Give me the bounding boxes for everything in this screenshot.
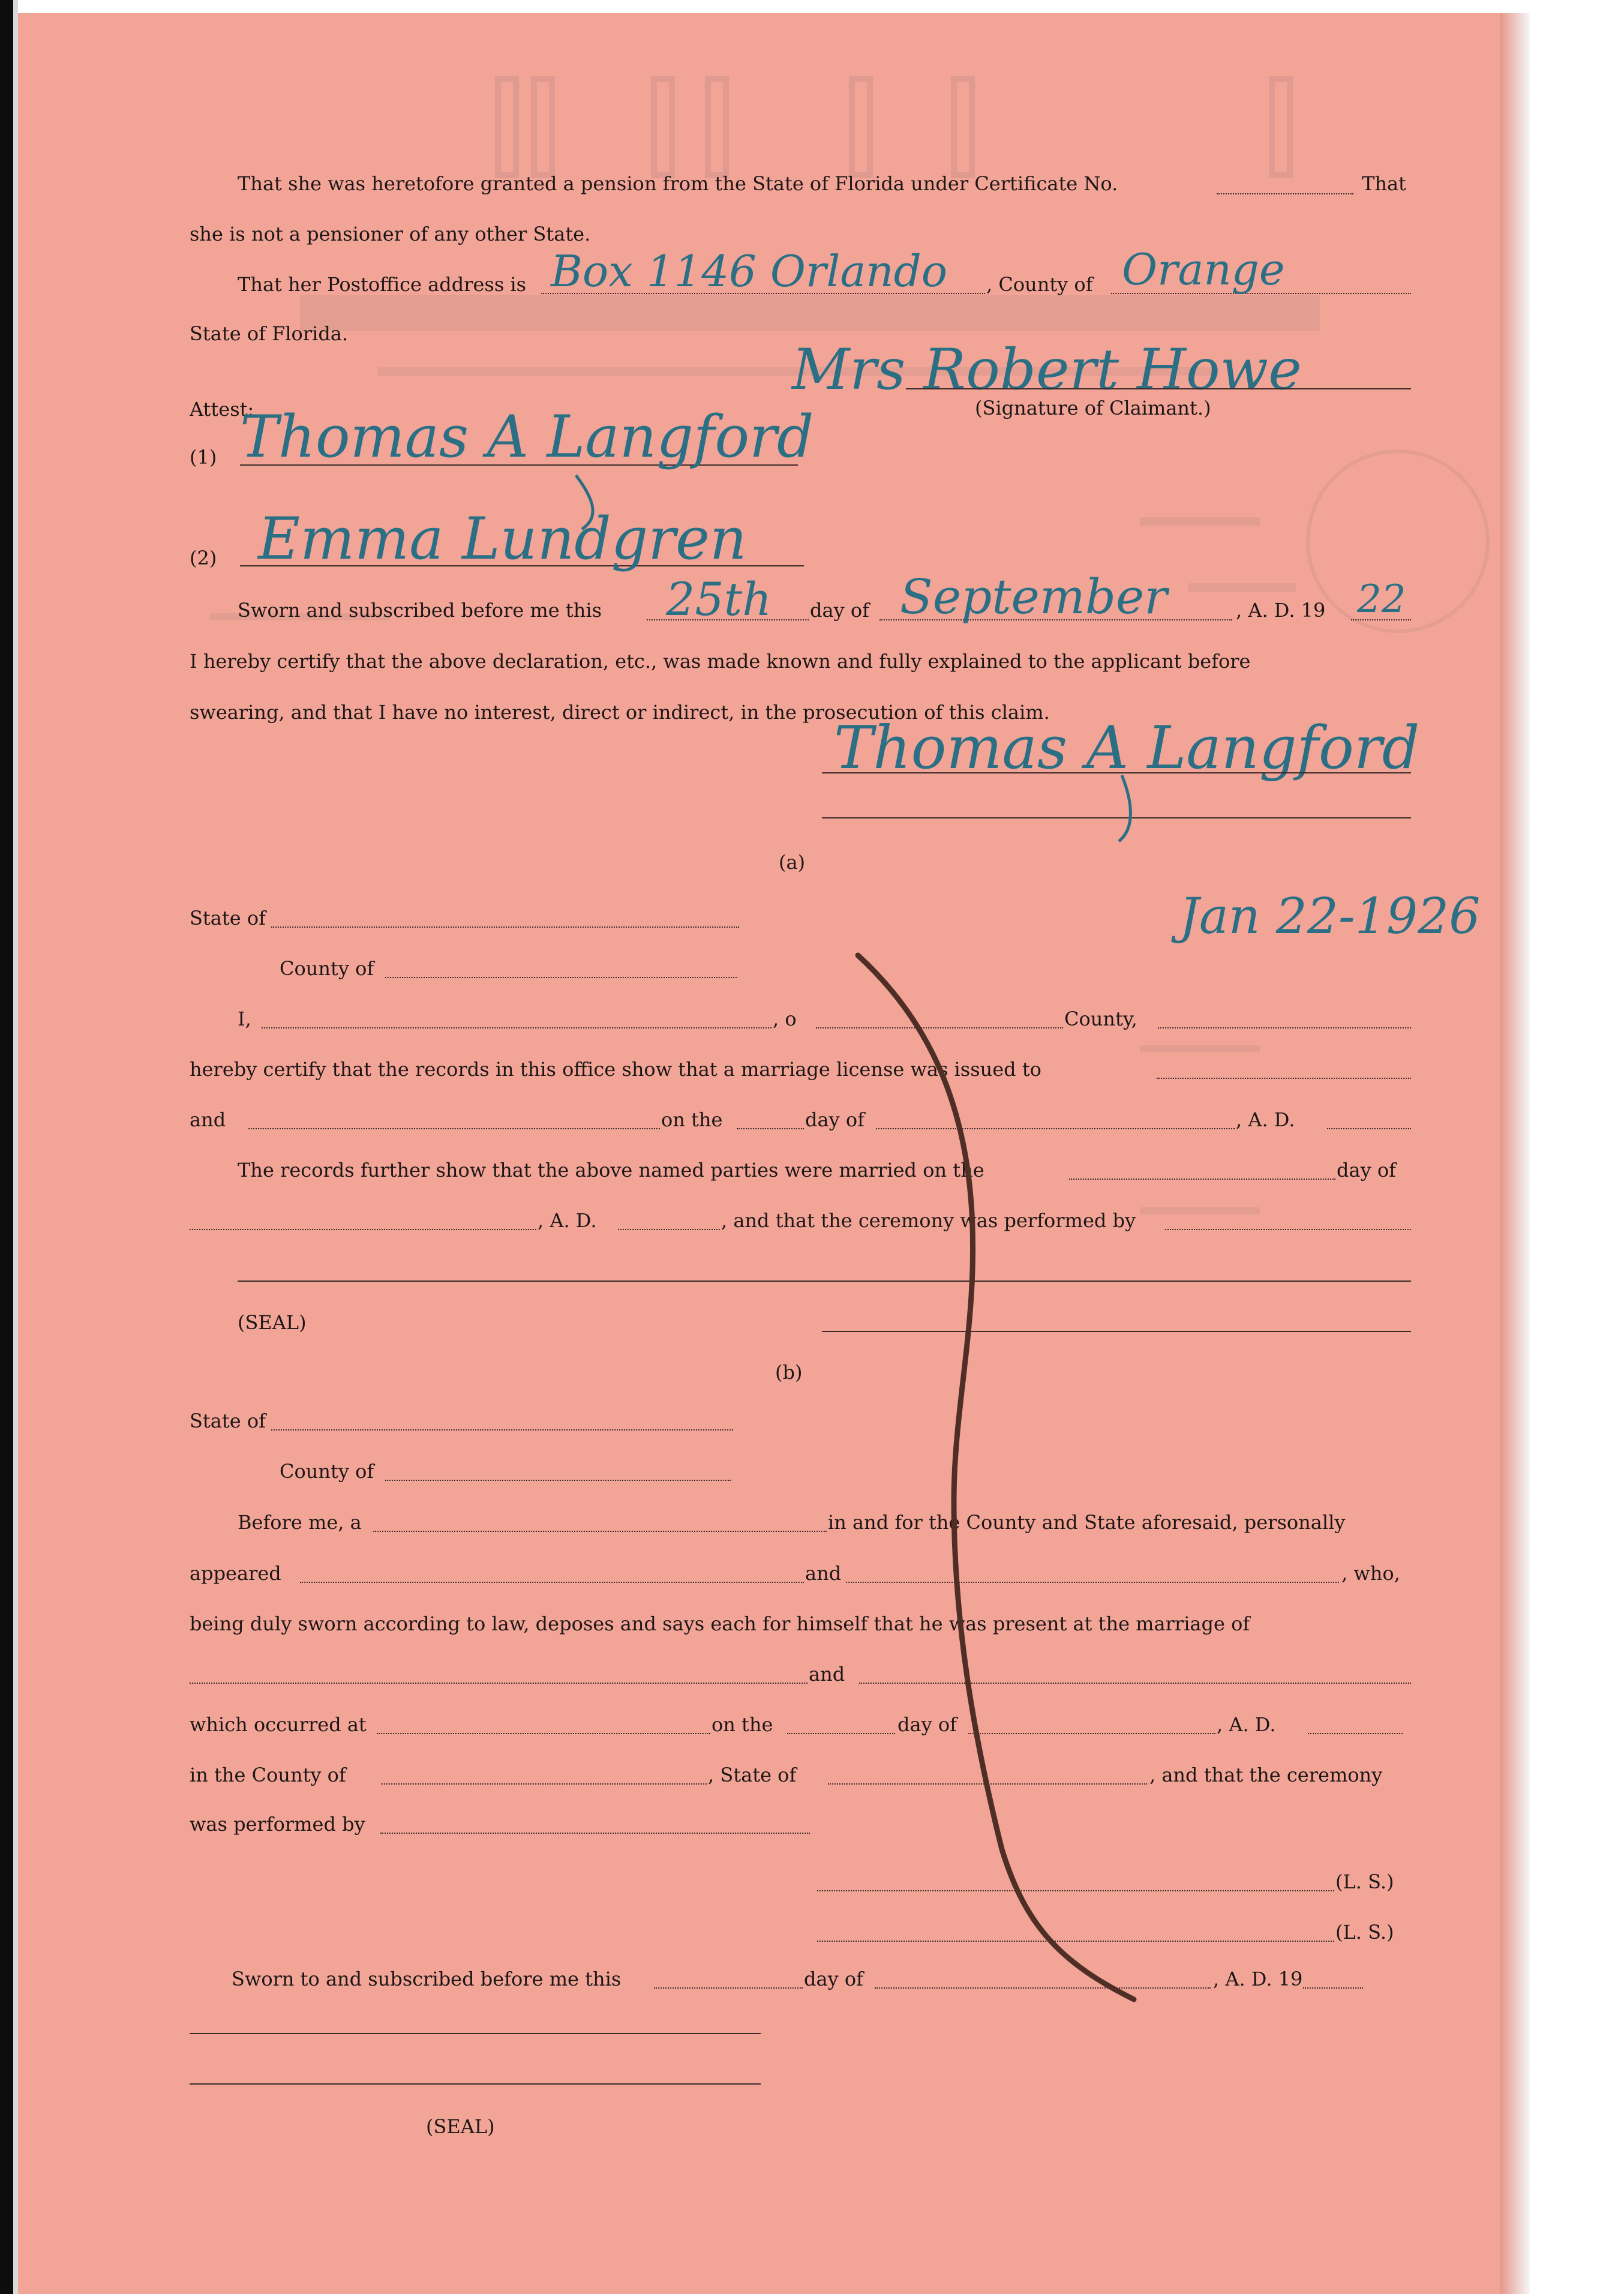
a-o-label: , o (773, 1007, 797, 1030)
a-ad-label: , A. D. (1236, 1108, 1295, 1131)
sworn-day-of: day of (810, 599, 869, 622)
certificate-number-field[interactable] (1217, 193, 1353, 194)
b-sworn-month-field[interactable] (875, 1987, 1211, 1989)
b-in-county-label: in the County of (190, 1764, 346, 1786)
b-marriage-of-field-1[interactable] (190, 1683, 808, 1684)
a-performed-by-line-2[interactable] (238, 1281, 1411, 1282)
b-ls-1: (L. S.) (1335, 1870, 1394, 1893)
a-issued-to-field[interactable] (1157, 1078, 1411, 1079)
a-ad-field[interactable] (1327, 1128, 1411, 1129)
officer-signature-handwritten: Thomas A Langford (834, 714, 1420, 782)
b-performed-by-field[interactable] (380, 1833, 810, 1834)
claimant-signature-line[interactable] (906, 388, 1411, 389)
b-state-of-field[interactable] (828, 1783, 1147, 1785)
certify-line-2: swearing, and that I have no interest, direct or indirect, in the prosecution of this claim. (190, 701, 1050, 724)
b-marriage-of-field-2[interactable] (859, 1683, 1411, 1684)
attest-label: Attest: (190, 398, 254, 421)
certificate-line: That she was heretofore granted a pension from the State of Florida under Certificate No. (238, 172, 1118, 195)
b-county-field[interactable] (385, 1480, 731, 1481)
a-married-year-field[interactable] (618, 1229, 720, 1230)
b-marriage-and: and (809, 1663, 845, 1686)
scan-border-trim (13, 0, 18, 2294)
b-state-of-inline: , State of (708, 1764, 797, 1786)
b-on-the-field[interactable] (787, 1733, 895, 1734)
b-sworn-day-field[interactable] (654, 1987, 803, 1989)
witness-2-number: (2) (190, 547, 217, 569)
a-on-the-field[interactable] (737, 1128, 804, 1129)
b-in-county-field[interactable] (382, 1783, 707, 1785)
b-ls-signature-1[interactable] (817, 1890, 1334, 1891)
a-i-label: I, (238, 1007, 251, 1030)
a-state-field[interactable] (271, 926, 739, 928)
b-sworn-ad19: , A. D. 19 (1213, 1968, 1303, 1990)
b-officer-line-1[interactable] (190, 2033, 761, 2034)
not-pensioner-line: she is not a pensioner of any other State. (190, 223, 591, 245)
b-on-the-label: on the (712, 1713, 773, 1736)
county-label: , County of (986, 273, 1093, 296)
a-seal: (SEAL) (238, 1311, 307, 1334)
a-county-of-label: County of (280, 957, 374, 980)
a-county-label: County, (1064, 1007, 1137, 1030)
certify-line-1: I hereby certify that the above declaration, etc., was made known and fully explained to the applicant before (190, 650, 1251, 673)
officer-signature-line-2[interactable] (822, 817, 1411, 818)
sworn-day-handwritten: 25th (666, 572, 772, 626)
b-state-of-label: State of (190, 1410, 266, 1432)
a-officer-line[interactable] (822, 1331, 1411, 1332)
paper-edge (1500, 13, 1530, 2294)
a-records-ad: , A. D. (538, 1209, 597, 1232)
b-ad-field[interactable] (1308, 1733, 1403, 1734)
b-seal: (SEAL) (426, 2115, 495, 2138)
witness-1-handwritten: Thomas A Langford (240, 403, 814, 470)
cancel-stroke (858, 955, 1134, 1999)
b-sworn-year-field[interactable] (1303, 1987, 1363, 1989)
witness-1-number: (1) (190, 446, 217, 469)
a-and-field[interactable] (248, 1128, 660, 1129)
b-appeared-field-1[interactable] (300, 1582, 804, 1583)
a-state-of-label: State of (190, 907, 266, 929)
b-county-of-label: County of (280, 1460, 374, 1483)
b-performed-by-label: was performed by (190, 1813, 365, 1836)
a-records-line: The records further show that the above named parties were married on the (238, 1159, 984, 1182)
sworn-year-handwritten: 22 (1357, 577, 1406, 622)
a-name-field[interactable] (262, 1027, 772, 1028)
b-before-label: Before me, a (238, 1511, 362, 1534)
postoffice-label: That her Postoffice address is (238, 273, 527, 296)
sworn-ad: , A. D. 19 (1236, 599, 1326, 622)
b-appeared-and: and (805, 1562, 842, 1585)
sworn-month-handwritten: September (900, 569, 1167, 625)
b-and-that-ceremony: , and that the ceremony (1149, 1764, 1383, 1786)
b-sworn-line: being duly sworn according to law, deposes and says each for himself that he was present at the marriage of (190, 1612, 1250, 1635)
sworn-start: Sworn and subscribed before me this (238, 599, 602, 622)
a-on-the-label: on the (661, 1108, 723, 1131)
b-who-label: , who, (1341, 1562, 1400, 1585)
b-which-occurred: which occurred at (190, 1713, 367, 1736)
b-sworn-day-of: day of (804, 1968, 863, 1990)
a-and-label: and (190, 1108, 226, 1131)
b-appeared-field-2[interactable] (846, 1582, 1339, 1583)
b-day-of-field[interactable] (968, 1733, 1215, 1734)
b-in-and-for: in and for the County and State aforesaid, personally (828, 1511, 1346, 1534)
section-a-label: (a) (779, 851, 806, 874)
a-married-on-field[interactable] (1069, 1179, 1335, 1180)
signature-caption: (Signature of Claimant.) (975, 397, 1211, 419)
b-officer-title-field[interactable] (373, 1531, 827, 1532)
section-b-label: (b) (775, 1361, 803, 1384)
certificate-line-end: That (1362, 172, 1406, 195)
b-state-field[interactable] (271, 1429, 733, 1431)
claimant-signature-handwritten: Mrs Robert Howe (792, 337, 1302, 403)
a-certify-line: hereby certify that the records in this office show that a marriage license was issued to (190, 1058, 1041, 1081)
b-ls-2: (L. S.) (1335, 1921, 1394, 1944)
officer-signature-line-1[interactable] (822, 772, 1411, 773)
witness-2-handwritten: Emma Lundgren (258, 505, 747, 572)
b-day-of-label: day of (897, 1713, 957, 1736)
a-records-day-of: day of (1337, 1159, 1396, 1182)
b-ad-label: , A. D. (1217, 1713, 1276, 1736)
b-officer-line-2[interactable] (190, 2083, 761, 2085)
b-ls-signature-2[interactable] (817, 1941, 1334, 1942)
a-day-of-field[interactable] (876, 1128, 1235, 1129)
pension-form-page (18, 13, 1500, 2294)
a-performed-by-field[interactable] (1165, 1229, 1411, 1230)
a-ceremony-label: , and that the ceremony was performed by (721, 1209, 1136, 1232)
postoffice-address-handwritten: Box 1146 Orlando (551, 246, 948, 296)
b-sworn-to-label: Sworn to and subscribed before me this (232, 1968, 622, 1990)
date-note-handwritten: Jan 22-1926 (1179, 888, 1481, 945)
scan-border (0, 0, 13, 2294)
county-handwritten: Orange (1122, 244, 1285, 295)
a-office-field[interactable] (816, 1027, 1063, 1028)
a-county-field[interactable] (385, 977, 737, 978)
b-appeared-label: appeared (190, 1562, 281, 1585)
state-of-florida: State of Florida. (190, 322, 349, 345)
a-day-of-label: day of (805, 1108, 864, 1131)
a-county-name-field[interactable] (1158, 1027, 1411, 1028)
b-occurred-at-field[interactable] (377, 1733, 710, 1734)
officer-loop-stroke (1119, 775, 1130, 841)
a-married-month-field[interactable] (190, 1229, 536, 1230)
